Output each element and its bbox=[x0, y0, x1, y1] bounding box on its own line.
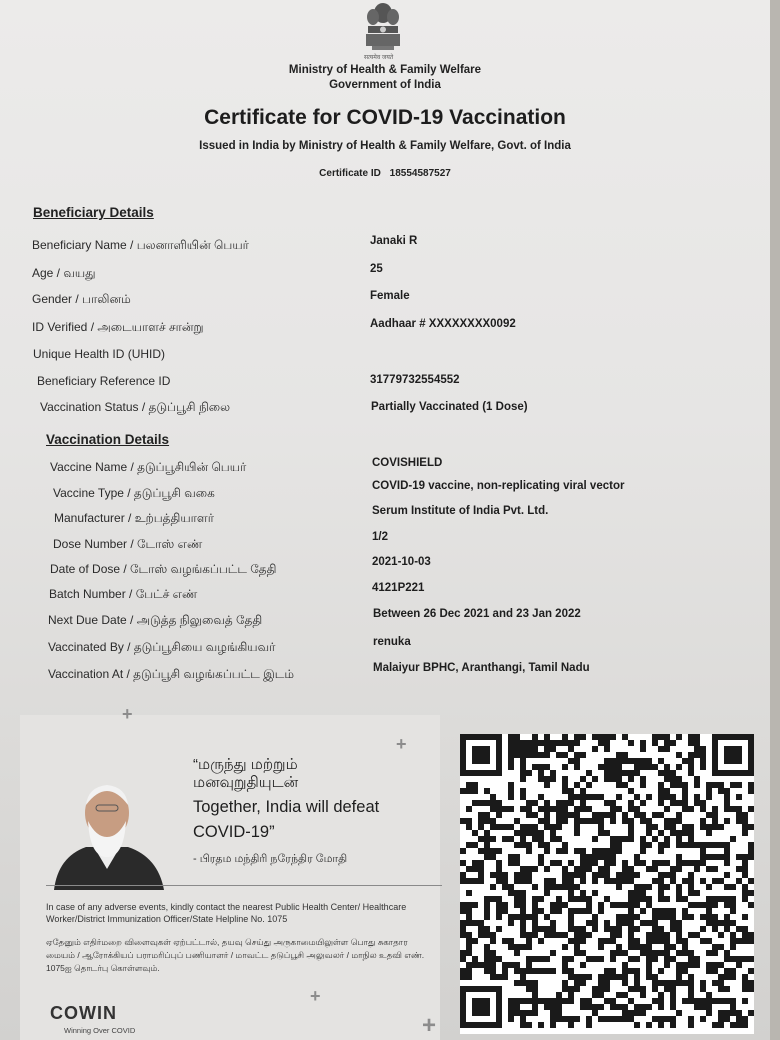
plus-icon: + bbox=[422, 1012, 437, 1039]
vaccine-type-label: Vaccine Type / தடுப்பூசி வகை bbox=[53, 486, 215, 500]
certificate-id-label: Certificate ID bbox=[319, 168, 381, 179]
qr-code bbox=[460, 734, 754, 1034]
plus-icon: + bbox=[310, 986, 321, 1006]
manufacturer-label: Manufacturer / உற்பத்தியாளர் bbox=[54, 511, 214, 525]
certificate-title: Certificate for COVID-19 Vaccination bbox=[204, 106, 566, 129]
quote-attribution: - பிரதம மந்திரி நரேந்திர மோதி bbox=[193, 853, 348, 865]
batch-number-label: Batch Number / பேட்ச் எண் bbox=[49, 587, 198, 601]
date-of-dose-value: 2021-10-03 bbox=[372, 556, 431, 568]
vaccination-status-label: Vaccination Status / தடுப்பூசி நிலை bbox=[40, 400, 231, 414]
quote-tamil: “மருந்து மற்றும் மனவுறுதியுடன் bbox=[193, 756, 299, 791]
vaccination-status-value: Partially Vaccinated (1 Dose) bbox=[371, 401, 528, 413]
vaccination-heading: Vaccination Details bbox=[46, 432, 170, 447]
next-due-date-value: Between 26 Dec 2021 and 23 Jan 2022 bbox=[373, 608, 581, 620]
adverse-events-tamil: ஏதேனும் எதிர்மறை விளைவுகள் ஏற்பட்டால், தயவு செய்து அருகாமையிலுள்ள பொது சுகாதார மையம் / ஆரோக்கியப் பராமரிப்புப் பணியாளர் / மாவட்ட தடுப்பூசி அலுவலர் / மாநில உதவி எண். 1075ஐ தொடர்பு கொள்ளவும். bbox=[46, 937, 425, 973]
quote-english: Together, India will defeat COVID-19” bbox=[193, 798, 380, 841]
reference-id-label: Beneficiary Reference ID bbox=[37, 374, 171, 388]
issued-by: Issued in India by Ministry of Health & Family Welfare, Govt. of India bbox=[199, 140, 571, 152]
gender-value: Female bbox=[370, 290, 410, 302]
certificate-id-value: 18554587527 bbox=[389, 168, 451, 179]
certificate-id bbox=[0, 168, 770, 179]
beneficiary-name-value: Janaki R bbox=[370, 235, 418, 247]
national-emblem-icon bbox=[360, 0, 406, 58]
dose-number-label: Dose Number / டோஸ் எண் bbox=[53, 537, 203, 551]
prime-minister-portrait-icon bbox=[46, 765, 168, 890]
vaccine-name-value: COVISHIELD bbox=[372, 457, 443, 469]
age-label: Age / வயது bbox=[32, 266, 96, 280]
date-of-dose-label: Date of Dose / டோஸ் வழங்கப்பட்ட தேதி bbox=[50, 562, 277, 576]
reference-id-value: 31779732554552 bbox=[370, 374, 460, 386]
adverse-events-english: In case of any adverse events, kindly contact the nearest Public Health Center/ Healthcare Worker/District Immunization Officer/State Helpline No. 1075 bbox=[46, 902, 407, 924]
plus-icon: + bbox=[396, 734, 407, 754]
next-due-date-label: Next Due Date / அடுத்த நிலுவைத் தேதி bbox=[48, 613, 263, 627]
divider bbox=[46, 885, 442, 886]
cowin-tagline: Winning Over COVID bbox=[64, 1026, 136, 1035]
dose-number-value: 1/2 bbox=[372, 531, 388, 543]
cowin-logo: COWIN bbox=[50, 1003, 117, 1023]
ministry-name: Ministry of Health & Family Welfare bbox=[288, 64, 482, 76]
emblem-motto: सत्यमेव जयते bbox=[364, 55, 394, 61]
id-verified-value: Aadhaar # XXXXXXXX0092 bbox=[370, 318, 516, 330]
id-verified-label: ID Verified / அடையாளச் சான்று bbox=[32, 320, 204, 334]
age-value: 25 bbox=[370, 263, 383, 275]
vaccination-at-value: Malaiyur BPHC, Aranthangi, Tamil Nadu bbox=[373, 662, 590, 674]
vaccine-type-value: COVID-19 vaccine, non-replicating viral vector bbox=[372, 480, 625, 492]
government-name: Government of India bbox=[329, 79, 441, 91]
vaccinated-by-value: renuka bbox=[373, 636, 411, 648]
vaccination-at-label: Vaccination At / தடுப்பூசி வழங்கப்பட்ட இடம் bbox=[48, 667, 294, 681]
batch-number-value: 4121P221 bbox=[372, 582, 425, 594]
vaccinated-by-label: Vaccinated By / தடுப்பூசியை வழங்கியவர் bbox=[48, 640, 276, 654]
beneficiary-heading: Beneficiary Details bbox=[33, 205, 154, 220]
uhid-label: Unique Health ID (UHID) bbox=[33, 347, 166, 361]
manufacturer-value: Serum Institute of India Pvt. Ltd. bbox=[372, 505, 549, 517]
beneficiary-name-label: Beneficiary Name / பலனாளியின் பெயர் bbox=[32, 238, 249, 252]
plus-icon: + bbox=[122, 704, 133, 724]
vaccine-name-label: Vaccine Name / தடுப்பூசியின் பெயர் bbox=[50, 460, 247, 474]
gender-label: Gender / பாலினம் bbox=[32, 292, 131, 306]
